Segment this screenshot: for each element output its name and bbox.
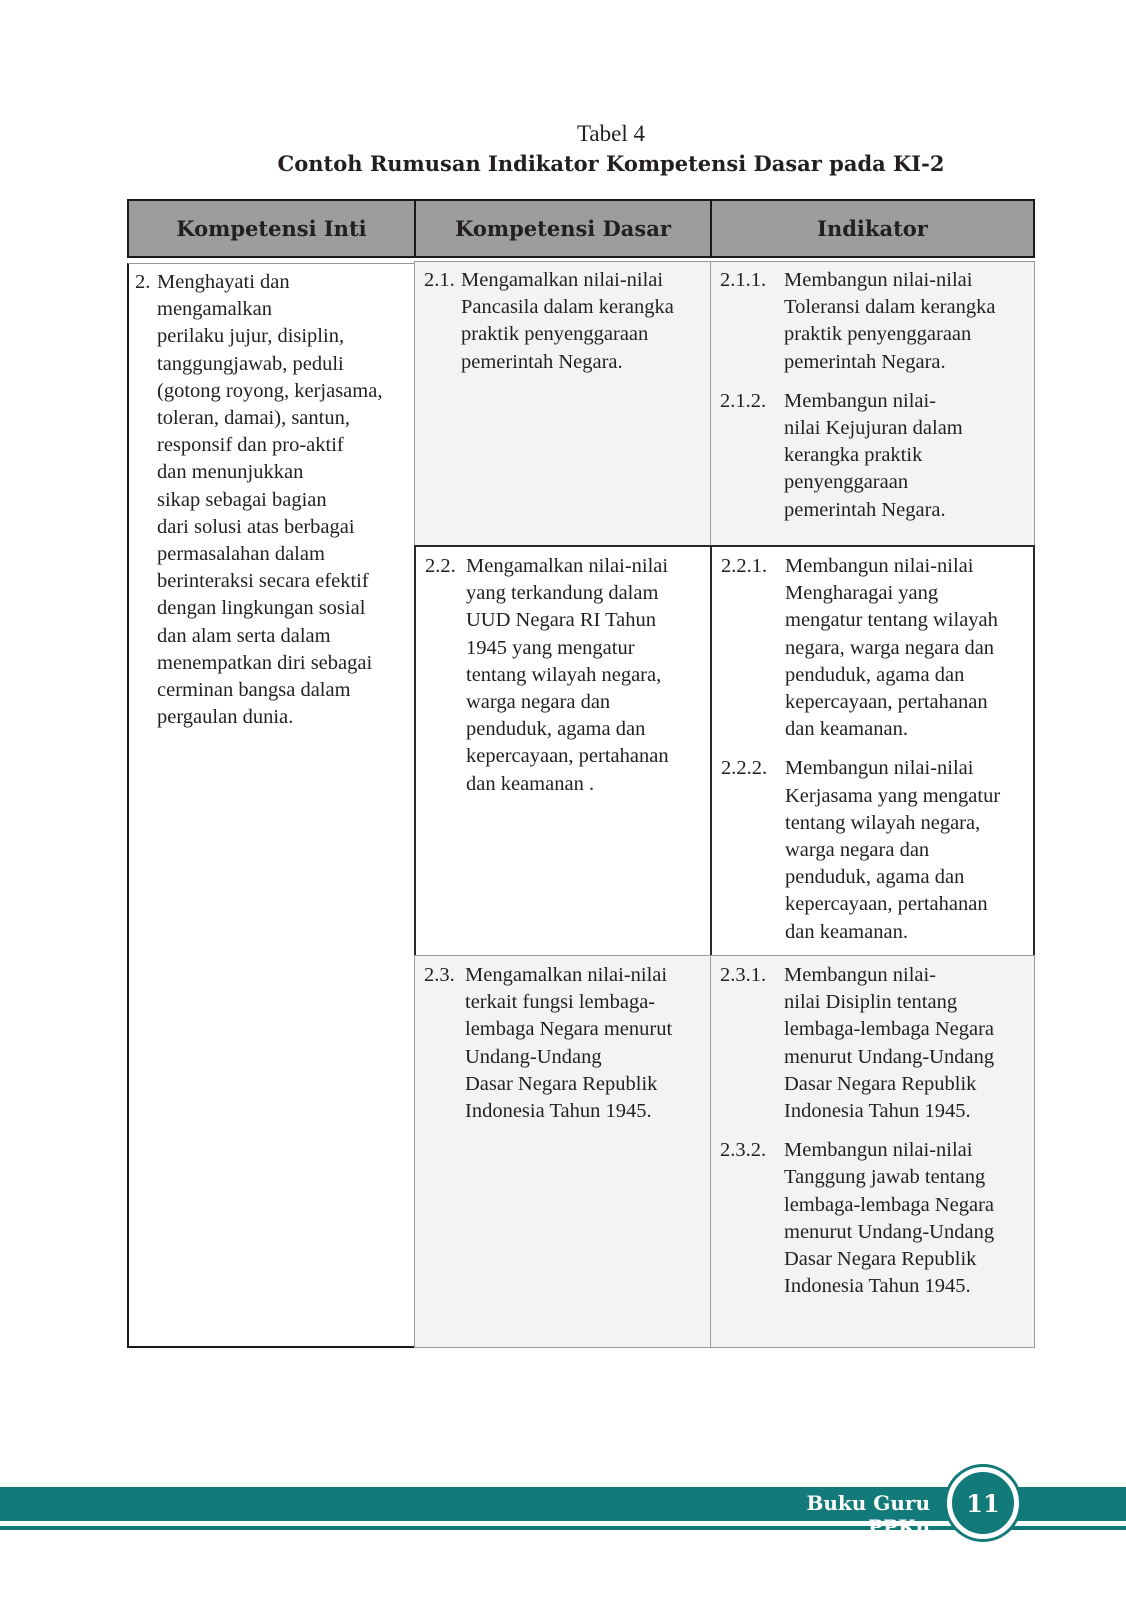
indikator-item bbox=[720, 267, 1030, 376]
text-line: Mengharagai yang bbox=[785, 582, 939, 605]
text-line: responsif dan pro-aktif bbox=[157, 434, 344, 457]
text-line: Dasar Negara Republik bbox=[784, 1248, 977, 1271]
ki-number: 2. bbox=[135, 271, 151, 293]
indikator-text bbox=[785, 755, 1029, 945]
kd-text bbox=[466, 553, 702, 798]
text-line: cerminan bangsa dalam bbox=[157, 679, 351, 702]
kd-number: 2.2. bbox=[425, 555, 456, 577]
text-line: Membangun nilai- bbox=[784, 964, 937, 986]
text-line: tentang wilayah negara, bbox=[466, 663, 662, 686]
indikator-item bbox=[721, 755, 1029, 945]
text-line: Mengamalkan nilai-nilai bbox=[466, 555, 669, 577]
text-line: 1945 yang mengatur bbox=[466, 636, 635, 659]
indikator-item bbox=[721, 553, 1029, 743]
table-title: Contoh Rumusan Indikator Kompetensi Dasar pada KI-2 bbox=[277, 151, 945, 176]
text-line: dan keamanan. bbox=[785, 920, 908, 943]
kd-cell-2-1 bbox=[414, 261, 712, 547]
text-line: Membangun nilai-nilai bbox=[785, 555, 974, 577]
text-line: lembaga-lembaga Negara bbox=[784, 1193, 995, 1216]
text-line: berinteraksi secara efektif bbox=[157, 570, 369, 593]
text-line: penduduk, agama dan bbox=[785, 663, 965, 686]
ki-text bbox=[157, 269, 410, 731]
text-line: dan keamanan. bbox=[785, 718, 908, 741]
kd-text bbox=[465, 962, 703, 1125]
header-indikator: Indikator bbox=[710, 199, 1035, 258]
kd-number: 2.3. bbox=[424, 964, 455, 986]
footer-book-title: Buku Guru PPKn bbox=[806, 1491, 930, 1539]
text-line: kerangka praktik bbox=[784, 444, 923, 467]
text-line: tanggungjawab, peduli bbox=[157, 352, 344, 375]
text-line: Membangun nilai-nilai bbox=[784, 1139, 973, 1162]
indikator-number: 2.1.1. bbox=[720, 269, 767, 291]
text-line: Undang-Undang bbox=[465, 1045, 602, 1068]
text-line: kepercayaan, pertahanan bbox=[785, 893, 988, 916]
indikator-text bbox=[784, 1137, 1030, 1300]
text-line: dan alam serta dalam bbox=[157, 624, 331, 647]
text-line: dengan lingkungan sosial bbox=[157, 597, 366, 620]
text-line: Toleransi dalam kerangka bbox=[784, 296, 996, 319]
text-line: menurut Undang-Undang bbox=[784, 1045, 995, 1068]
text-line: Indonesia Tahun 1945. bbox=[465, 1100, 652, 1123]
text-line: perilaku jujur, disiplin, bbox=[157, 325, 345, 348]
text-line: Dasar Negara Republik bbox=[465, 1072, 658, 1095]
indikator-text bbox=[785, 553, 1029, 743]
indikator-number: 2.2.1. bbox=[721, 555, 768, 577]
text-line: terkait fungsi lembaga- bbox=[465, 991, 656, 1014]
text-line: permasalahan dalam bbox=[157, 543, 325, 566]
text-line: nilai Disiplin tentang bbox=[784, 991, 958, 1014]
indikator-text bbox=[784, 267, 1030, 376]
text-line: warga negara dan bbox=[785, 839, 930, 862]
kd-number: 2.1. bbox=[424, 269, 455, 291]
text-line: mengatur tentang wilayah bbox=[785, 609, 998, 632]
text-line: praktik penyenggaraan bbox=[784, 323, 972, 346]
indikator-item bbox=[720, 1137, 1030, 1300]
text-line: Pancasila dalam kerangka bbox=[461, 296, 674, 319]
kd-cell-2-3 bbox=[414, 955, 712, 1348]
text-line: UUD Negara RI Tahun bbox=[466, 609, 657, 632]
text-line: negara, warga negara dan bbox=[785, 636, 995, 659]
text-line: lembaga Negara menurut bbox=[465, 1018, 673, 1041]
text-line: Membangun nilai-nilai bbox=[784, 269, 973, 291]
text-line: pemerintah Negara. bbox=[461, 350, 623, 373]
indikator-text bbox=[784, 962, 1030, 1125]
text-line: Membangun nilai- bbox=[784, 389, 937, 412]
text-line: dan menunjukkan bbox=[157, 461, 304, 484]
text-line: Tanggung jawab tentang bbox=[784, 1166, 986, 1189]
indikator-number: 2.1.2. bbox=[720, 389, 767, 412]
indikator-cell-2-2 bbox=[710, 545, 1035, 957]
page-number: 11 bbox=[966, 1488, 1000, 1518]
text-line: kepercayaan, pertahanan bbox=[785, 691, 988, 714]
indikator-item bbox=[720, 388, 1030, 524]
indikator-cell-2-1 bbox=[710, 261, 1035, 547]
text-line: toleran, damai), santun, bbox=[157, 407, 350, 430]
text-line: lembaga-lembaga Negara bbox=[784, 1018, 995, 1041]
kd-cell-2-2 bbox=[414, 545, 712, 957]
text-line: dari solusi atas berbagai bbox=[157, 515, 355, 538]
text-line: Dasar Negara Republik bbox=[784, 1072, 977, 1095]
indikator-text bbox=[784, 388, 1030, 524]
text-line: Mengamalkan nilai-nilai bbox=[461, 269, 664, 291]
text-line: kepercayaan, pertahanan bbox=[466, 745, 669, 768]
text-line: (gotong royong, kerjasama, bbox=[157, 379, 383, 402]
text-line: penduduk, agama dan bbox=[466, 718, 646, 741]
text-line: pemerintah Negara. bbox=[784, 350, 946, 373]
text-line: Mengamalkan nilai-nilai bbox=[465, 964, 668, 986]
indikator-number: 2.3.2. bbox=[720, 1139, 767, 1162]
indikator-item bbox=[720, 962, 1030, 1125]
text-line: penduduk, agama dan bbox=[785, 866, 965, 889]
text-line: pemerintah Negara. bbox=[784, 498, 946, 521]
text-line: Indonesia Tahun 1945. bbox=[784, 1275, 971, 1298]
text-line: mengamalkan bbox=[157, 298, 272, 321]
text-line: sikap sebagai bagian bbox=[157, 488, 327, 511]
text-line: Menghayati dan bbox=[157, 271, 290, 293]
text-line: praktik penyenggaraan bbox=[461, 323, 649, 346]
text-line: Membangun nilai-nilai bbox=[785, 757, 974, 780]
kd-text bbox=[461, 267, 703, 376]
text-line: tentang wilayah negara, bbox=[785, 811, 981, 834]
indikator-cell-2-3 bbox=[710, 955, 1035, 1348]
text-line: yang terkandung dalam bbox=[466, 582, 659, 605]
text-line: penyenggaraan bbox=[784, 471, 909, 494]
text-line: Indonesia Tahun 1945. bbox=[784, 1100, 971, 1123]
text-line: menempatkan diri sebagai bbox=[157, 651, 373, 674]
table-label: Tabel 4 bbox=[576, 121, 645, 146]
text-line: nilai Kejujuran dalam bbox=[784, 417, 963, 440]
indikator-number: 2.3.1. bbox=[720, 964, 767, 986]
kompetensi-inti-cell bbox=[127, 263, 416, 1348]
page-number-badge bbox=[947, 1467, 1019, 1539]
indikator-number: 2.2.2. bbox=[721, 757, 768, 780]
text-line: pergaulan dunia. bbox=[157, 706, 294, 729]
header-kompetensi-inti: Kompetensi Inti bbox=[127, 199, 416, 258]
indicator-table bbox=[127, 199, 1035, 1348]
text-line: warga negara dan bbox=[466, 691, 611, 714]
text-line: dan keamanan . bbox=[466, 772, 595, 795]
text-line: menurut Undang-Undang bbox=[784, 1220, 995, 1243]
text-line: Kerjasama yang mengatur bbox=[785, 784, 1001, 807]
header-kompetensi-dasar: Kompetensi Dasar bbox=[414, 199, 712, 258]
